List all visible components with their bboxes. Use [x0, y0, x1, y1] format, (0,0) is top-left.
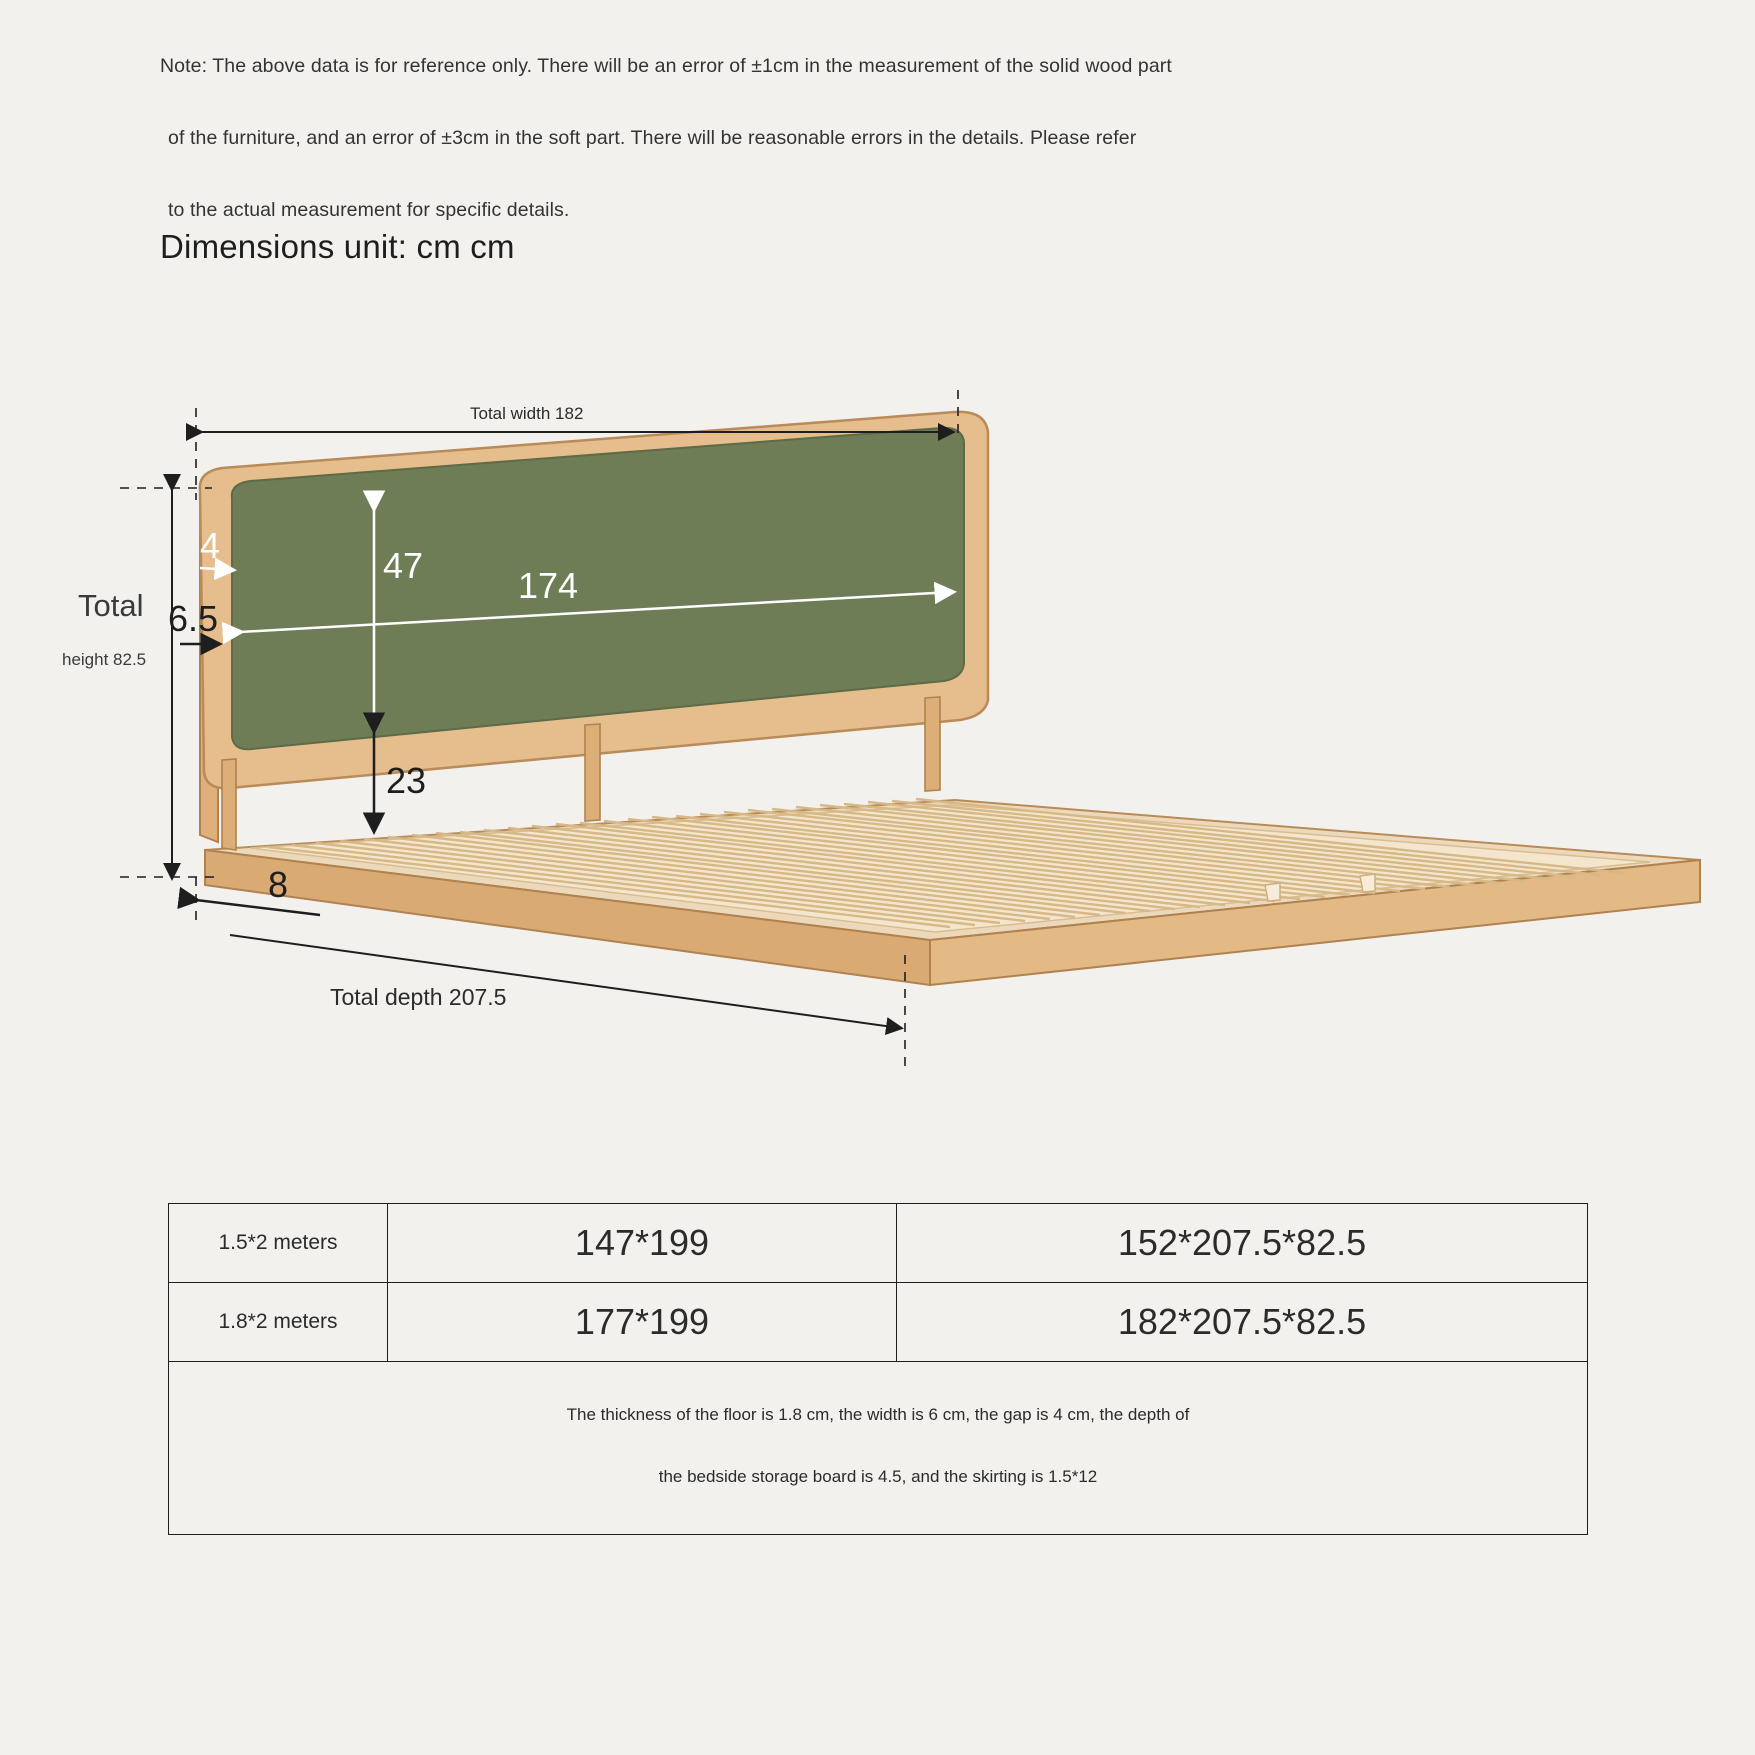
row-outer-dimension: 152*207.5*82.5 — [897, 1204, 1588, 1283]
label-panel-height-47: 47 — [383, 545, 424, 586]
footnote-line-2: the bedside storage board is 4.5, and the skirting is 1.5*12 — [658, 1467, 1098, 1486]
label-height-82-5: height 82.5 — [62, 650, 147, 669]
footnote-line-1: The thickness of the floor is 1.8 cm, the width is 6 cm, the gap is 4 cm, the depth of — [566, 1405, 1190, 1424]
label-leg-height-23: 23 — [386, 760, 427, 801]
table-row — [169, 1283, 1588, 1362]
label-thickness-4: 4 — [200, 525, 221, 566]
note-line-1: Note: The above data is for reference only. There will be an error of ±1cm in the measurement of the solid wood part — [160, 55, 1172, 77]
table-footnote-row — [169, 1362, 1588, 1535]
notes-block — [160, 30, 1520, 246]
table-footnote — [169, 1362, 1588, 1535]
center-support-left — [1265, 883, 1280, 901]
headboard-leg-right — [925, 697, 940, 791]
row-size-label: 1.8*2 meters — [169, 1283, 388, 1362]
label-frame-6-5: 6.5 — [168, 598, 219, 639]
base-thickness-8-arrow — [196, 900, 320, 915]
row-inner-dimension: 147*199 — [388, 1204, 897, 1283]
note-line-2: of the furniture, and an error of ±3cm in the soft part. There will be reasonable errors in the details. Please refer — [168, 127, 1137, 149]
row-size-label: 1.5*2 meters — [169, 1204, 388, 1283]
label-total-width: Total width 182 — [470, 404, 584, 423]
spec-table — [168, 1203, 1588, 1535]
table-row — [169, 1204, 1588, 1283]
headboard-leg-left — [222, 759, 236, 850]
headboard-leg-mid — [585, 724, 600, 821]
label-base-thickness-8: 8 — [268, 864, 289, 905]
diagram-svg — [0, 380, 1755, 1120]
label-total: Total — [78, 588, 144, 623]
center-support-right — [1360, 874, 1375, 892]
note-line-3: to the actual measurement for specific details. — [168, 199, 570, 221]
row-outer-dimension: 182*207.5*82.5 — [897, 1283, 1588, 1362]
bed-dimension-diagram — [0, 380, 1755, 1120]
label-panel-width-174: 174 — [518, 565, 579, 606]
dimensions-unit-heading: Dimensions unit: cm cm — [160, 228, 515, 265]
label-total-depth: Total depth 207.5 — [330, 984, 507, 1010]
row-inner-dimension: 177*199 — [388, 1283, 897, 1362]
